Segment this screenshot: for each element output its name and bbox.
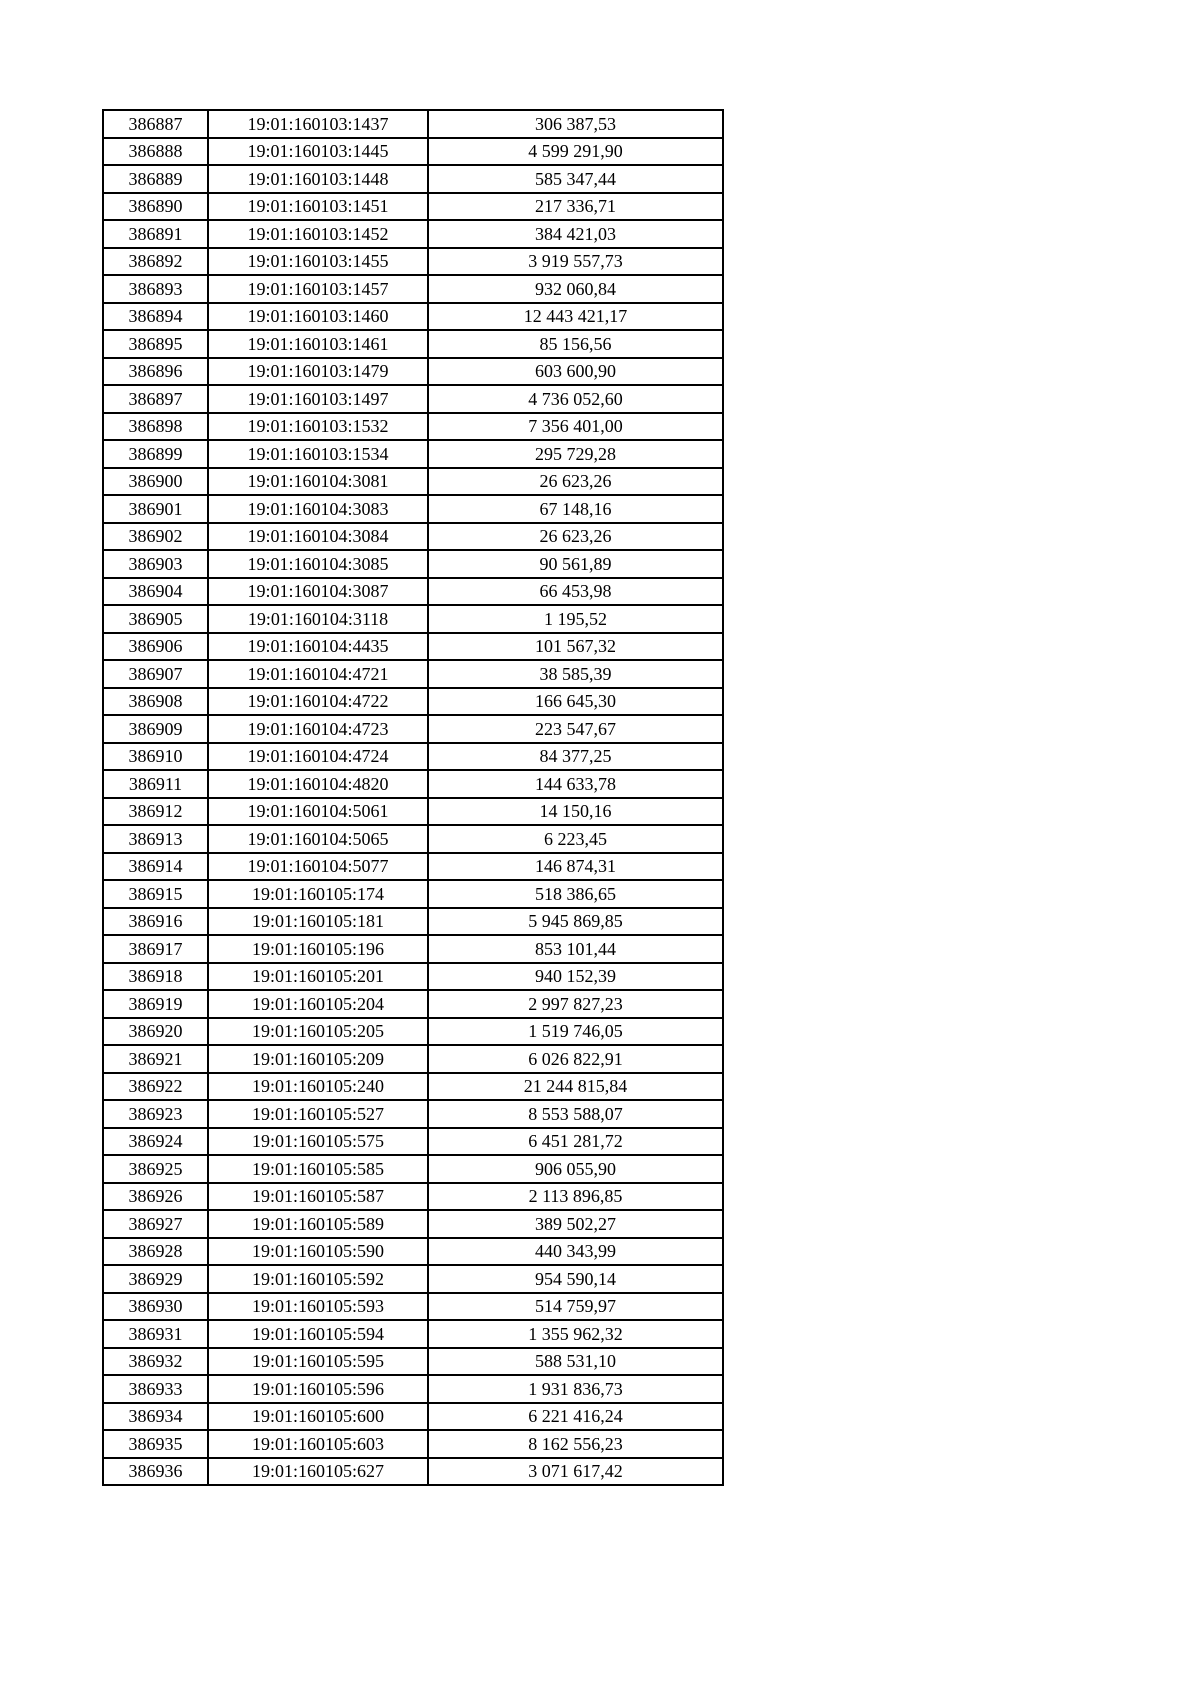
cadastral-number-cell: 19:01:160104:3081: [208, 468, 428, 496]
cadastral-number-cell: 19:01:160105:575: [208, 1128, 428, 1156]
table-row: [103, 1100, 723, 1128]
table-row: [103, 1348, 723, 1376]
cadastral-value-cell: 4 736 052,60: [428, 385, 723, 413]
row-number-cell: 386890: [103, 193, 208, 221]
table-row: [103, 440, 723, 468]
table-row: [103, 358, 723, 386]
row-number-cell: 386894: [103, 303, 208, 331]
cadastral-number-cell: 19:01:160105:600: [208, 1403, 428, 1431]
table-row: [103, 1073, 723, 1101]
table-row: [103, 605, 723, 633]
cadastral-value-cell: 940 152,39: [428, 963, 723, 991]
cadastral-value-cell: 295 729,28: [428, 440, 723, 468]
row-number-cell: 386920: [103, 1018, 208, 1046]
table-row: [103, 248, 723, 276]
cadastral-number-cell: 19:01:160105:593: [208, 1293, 428, 1321]
table-row: [103, 1375, 723, 1403]
table-row: [103, 385, 723, 413]
table-row: [103, 1320, 723, 1348]
table-row: [103, 330, 723, 358]
table-row: [103, 1018, 723, 1046]
cadastral-value-cell: 1 931 836,73: [428, 1375, 723, 1403]
row-number-cell: 386895: [103, 330, 208, 358]
cadastral-value-cell: 217 336,71: [428, 193, 723, 221]
row-number-cell: 386889: [103, 165, 208, 193]
cadastral-value-cell: 38 585,39: [428, 660, 723, 688]
table-row: [103, 633, 723, 661]
table-row: [103, 990, 723, 1018]
cadastral-number-cell: 19:01:160105:240: [208, 1073, 428, 1101]
table-row: [103, 743, 723, 771]
row-number-cell: 386926: [103, 1183, 208, 1211]
row-number-cell: 386899: [103, 440, 208, 468]
cadastral-value-cell: 932 060,84: [428, 275, 723, 303]
cadastral-number-cell: 19:01:160103:1479: [208, 358, 428, 386]
table-row: [103, 825, 723, 853]
row-number-cell: 386934: [103, 1403, 208, 1431]
cadastral-value-cell: 8 553 588,07: [428, 1100, 723, 1128]
table-row: [103, 1238, 723, 1266]
cadastral-number-cell: 19:01:160103:1437: [208, 110, 428, 138]
row-number-cell: 386905: [103, 605, 208, 633]
table-row: [103, 798, 723, 826]
cadastral-value-cell: 144 633,78: [428, 770, 723, 798]
cadastral-number-cell: 19:01:160105:595: [208, 1348, 428, 1376]
row-number-cell: 386904: [103, 578, 208, 606]
table-row: [103, 1183, 723, 1211]
table-row: [103, 495, 723, 523]
cadastral-number-cell: 19:01:160105:594: [208, 1320, 428, 1348]
row-number-cell: 386901: [103, 495, 208, 523]
table-row: [103, 1045, 723, 1073]
table-row: [103, 880, 723, 908]
row-number-cell: 386918: [103, 963, 208, 991]
row-number-cell: 386913: [103, 825, 208, 853]
row-number-cell: 386909: [103, 715, 208, 743]
cadastral-value-cell: 588 531,10: [428, 1348, 723, 1376]
row-number-cell: 386892: [103, 248, 208, 276]
table-row: [103, 688, 723, 716]
row-number-cell: 386898: [103, 413, 208, 441]
row-number-cell: 386888: [103, 138, 208, 166]
row-number-cell: 386917: [103, 935, 208, 963]
table-row: [103, 660, 723, 688]
table-row: [103, 908, 723, 936]
table-row: [103, 1458, 723, 1486]
cadastral-number-cell: 19:01:160105:205: [208, 1018, 428, 1046]
cadastral-number-cell: 19:01:160103:1497: [208, 385, 428, 413]
cadastral-value-cell: 67 148,16: [428, 495, 723, 523]
table-row: [103, 413, 723, 441]
cadastral-value-cell: 6 223,45: [428, 825, 723, 853]
table-row: [103, 220, 723, 248]
cadastral-value-cell: 585 347,44: [428, 165, 723, 193]
cadastral-value-cell: 5 945 869,85: [428, 908, 723, 936]
cadastral-value-cell: 26 623,26: [428, 468, 723, 496]
cadastral-value-cell: 26 623,26: [428, 523, 723, 551]
cadastral-value-cell: 1 195,52: [428, 605, 723, 633]
cadastral-value-cell: 2 113 896,85: [428, 1183, 723, 1211]
cadastral-number-cell: 19:01:160105:590: [208, 1238, 428, 1266]
table-row: [103, 1210, 723, 1238]
row-number-cell: 386929: [103, 1265, 208, 1293]
cadastral-number-cell: 19:01:160105:587: [208, 1183, 428, 1211]
cadastral-number-cell: 19:01:160105:603: [208, 1430, 428, 1458]
cadastral-value-cell: 14 150,16: [428, 798, 723, 826]
cadastral-value-cell: 6 221 416,24: [428, 1403, 723, 1431]
row-number-cell: 386915: [103, 880, 208, 908]
table-row: [103, 110, 723, 138]
cadastral-number-cell: 19:01:160103:1534: [208, 440, 428, 468]
row-number-cell: 386891: [103, 220, 208, 248]
cadastral-value-cell: 166 645,30: [428, 688, 723, 716]
cadastral-value-cell: 90 561,89: [428, 550, 723, 578]
cadastral-value-cell: 21 244 815,84: [428, 1073, 723, 1101]
cadastral-value-cell: 66 453,98: [428, 578, 723, 606]
row-number-cell: 386911: [103, 770, 208, 798]
cadastral-number-cell: 19:01:160104:5077: [208, 853, 428, 881]
row-number-cell: 386936: [103, 1458, 208, 1486]
row-number-cell: 386902: [103, 523, 208, 551]
table-row: [103, 523, 723, 551]
cadastral-number-cell: 19:01:160104:4820: [208, 770, 428, 798]
row-number-cell: 386907: [103, 660, 208, 688]
cadastral-value-cell: 954 590,14: [428, 1265, 723, 1293]
cadastral-value-cell: 3 071 617,42: [428, 1458, 723, 1486]
cadastral-number-cell: 19:01:160104:3084: [208, 523, 428, 551]
row-number-cell: 386927: [103, 1210, 208, 1238]
row-number-cell: 386928: [103, 1238, 208, 1266]
cadastral-number-cell: 19:01:160105:589: [208, 1210, 428, 1238]
cadastral-number-cell: 19:01:160105:596: [208, 1375, 428, 1403]
cadastral-number-cell: 19:01:160104:5065: [208, 825, 428, 853]
cadastral-number-cell: 19:01:160104:4724: [208, 743, 428, 771]
cadastral-number-cell: 19:01:160105:196: [208, 935, 428, 963]
row-number-cell: 386919: [103, 990, 208, 1018]
cadastral-number-cell: 19:01:160104:3087: [208, 578, 428, 606]
row-number-cell: 386925: [103, 1155, 208, 1183]
cadastral-value-cell: 514 759,97: [428, 1293, 723, 1321]
cadastral-number-cell: 19:01:160104:4435: [208, 633, 428, 661]
row-number-cell: 386921: [103, 1045, 208, 1073]
cadastral-number-cell: 19:01:160104:3085: [208, 550, 428, 578]
table-row: [103, 853, 723, 881]
cadastral-value-table: [102, 109, 724, 1486]
row-number-cell: 386897: [103, 385, 208, 413]
row-number-cell: 386931: [103, 1320, 208, 1348]
cadastral-number-cell: 19:01:160105:585: [208, 1155, 428, 1183]
cadastral-value-cell: 440 343,99: [428, 1238, 723, 1266]
cadastral-value-cell: 85 156,56: [428, 330, 723, 358]
cadastral-number-cell: 19:01:160105:204: [208, 990, 428, 1018]
row-number-cell: 386887: [103, 110, 208, 138]
table-row: [103, 935, 723, 963]
table-row: [103, 1128, 723, 1156]
row-number-cell: 386935: [103, 1430, 208, 1458]
cadastral-value-cell: 603 600,90: [428, 358, 723, 386]
table-row: [103, 1265, 723, 1293]
row-number-cell: 386896: [103, 358, 208, 386]
row-number-cell: 386922: [103, 1073, 208, 1101]
row-number-cell: 386900: [103, 468, 208, 496]
cadastral-number-cell: 19:01:160103:1457: [208, 275, 428, 303]
cadastral-number-cell: 19:01:160105:209: [208, 1045, 428, 1073]
row-number-cell: 386906: [103, 633, 208, 661]
cadastral-value-cell: 906 055,90: [428, 1155, 723, 1183]
cadastral-value-cell: 146 874,31: [428, 853, 723, 881]
table-row: [103, 165, 723, 193]
row-number-cell: 386893: [103, 275, 208, 303]
cadastral-number-cell: 19:01:160105:592: [208, 1265, 428, 1293]
cadastral-value-cell: 518 386,65: [428, 880, 723, 908]
table-row: [103, 468, 723, 496]
cadastral-value-cell: 6 451 281,72: [428, 1128, 723, 1156]
cadastral-value-cell: 1 519 746,05: [428, 1018, 723, 1046]
cadastral-value-cell: 84 377,25: [428, 743, 723, 771]
cadastral-number-cell: 19:01:160104:4723: [208, 715, 428, 743]
cadastral-value-cell: 2 997 827,23: [428, 990, 723, 1018]
table-row: [103, 1403, 723, 1431]
cadastral-number-cell: 19:01:160103:1445: [208, 138, 428, 166]
cadastral-number-cell: 19:01:160105:174: [208, 880, 428, 908]
table-row: [103, 275, 723, 303]
cadastral-value-cell: 4 599 291,90: [428, 138, 723, 166]
table-row: [103, 138, 723, 166]
cadastral-number-cell: 19:01:160103:1452: [208, 220, 428, 248]
table-row: [103, 303, 723, 331]
cadastral-number-cell: 19:01:160103:1460: [208, 303, 428, 331]
table-row: [103, 1155, 723, 1183]
cadastral-number-cell: 19:01:160104:4722: [208, 688, 428, 716]
cadastral-number-cell: 19:01:160103:1455: [208, 248, 428, 276]
cadastral-number-cell: 19:01:160104:5061: [208, 798, 428, 826]
cadastral-number-cell: 19:01:160104:3083: [208, 495, 428, 523]
cadastral-number-cell: 19:01:160105:527: [208, 1100, 428, 1128]
cadastral-number-cell: 19:01:160103:1451: [208, 193, 428, 221]
cadastral-value-cell: 223 547,67: [428, 715, 723, 743]
cadastral-number-cell: 19:01:160103:1532: [208, 413, 428, 441]
table-row: [103, 1430, 723, 1458]
table-row: [103, 578, 723, 606]
row-number-cell: 386910: [103, 743, 208, 771]
table-row: [103, 193, 723, 221]
cadastral-number-cell: 19:01:160103:1461: [208, 330, 428, 358]
row-number-cell: 386932: [103, 1348, 208, 1376]
row-number-cell: 386912: [103, 798, 208, 826]
row-number-cell: 386924: [103, 1128, 208, 1156]
cadastral-value-cell: 6 026 822,91: [428, 1045, 723, 1073]
cadastral-number-cell: 19:01:160103:1448: [208, 165, 428, 193]
cadastral-value-cell: 389 502,27: [428, 1210, 723, 1238]
cadastral-number-cell: 19:01:160105:627: [208, 1458, 428, 1486]
table-row: [103, 770, 723, 798]
cadastral-number-cell: 19:01:160105:201: [208, 963, 428, 991]
table-body: [103, 110, 723, 1485]
cadastral-value-cell: 384 421,03: [428, 220, 723, 248]
cadastral-value-cell: 853 101,44: [428, 935, 723, 963]
cadastral-number-cell: 19:01:160104:3118: [208, 605, 428, 633]
row-number-cell: 386908: [103, 688, 208, 716]
row-number-cell: 386903: [103, 550, 208, 578]
cadastral-value-cell: 8 162 556,23: [428, 1430, 723, 1458]
row-number-cell: 386914: [103, 853, 208, 881]
row-number-cell: 386923: [103, 1100, 208, 1128]
cadastral-value-cell: 3 919 557,73: [428, 248, 723, 276]
row-number-cell: 386930: [103, 1293, 208, 1321]
table-row: [103, 963, 723, 991]
cadastral-value-cell: 1 355 962,32: [428, 1320, 723, 1348]
cadastral-value-cell: 12 443 421,17: [428, 303, 723, 331]
cadastral-value-cell: 306 387,53: [428, 110, 723, 138]
cadastral-number-cell: 19:01:160105:181: [208, 908, 428, 936]
table-row: [103, 550, 723, 578]
row-number-cell: 386933: [103, 1375, 208, 1403]
row-number-cell: 386916: [103, 908, 208, 936]
cadastral-value-cell: 101 567,32: [428, 633, 723, 661]
cadastral-number-cell: 19:01:160104:4721: [208, 660, 428, 688]
cadastral-value-cell: 7 356 401,00: [428, 413, 723, 441]
table-row: [103, 715, 723, 743]
table-row: [103, 1293, 723, 1321]
